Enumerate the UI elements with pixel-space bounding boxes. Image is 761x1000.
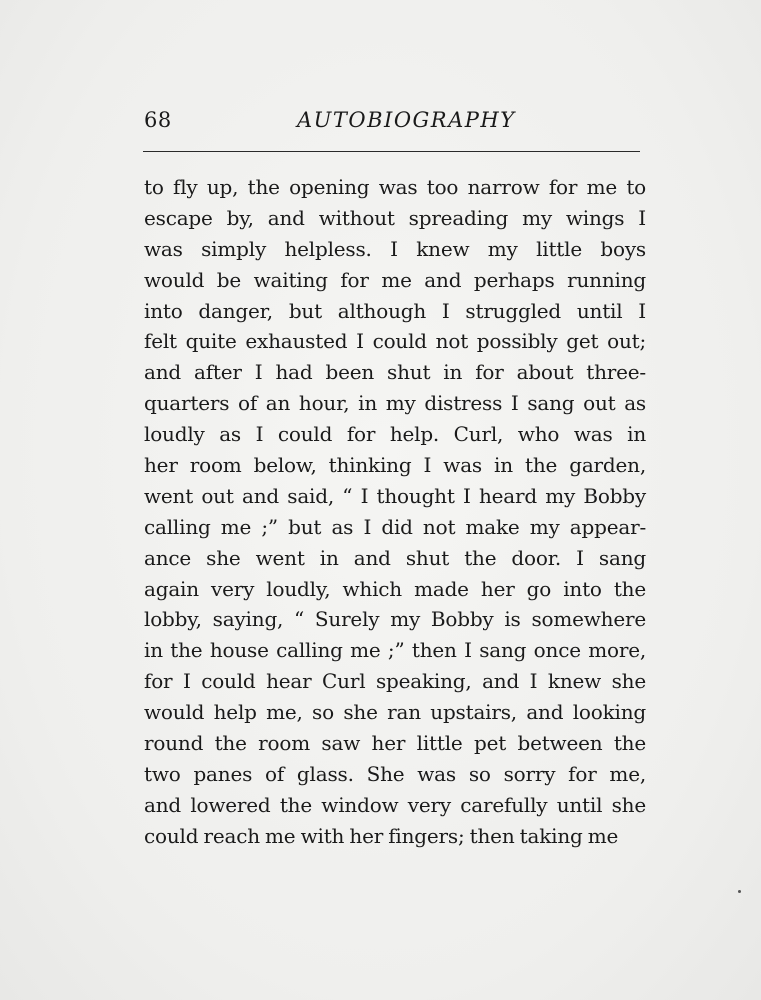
text-line: escape by, and without spreading my wings I <box>144 205 646 230</box>
text-line: was simply helpless. I knew my little boys <box>144 236 646 261</box>
text-line: would help me, so she ran upstairs, and looking <box>144 700 646 725</box>
running-head: AUTOBIOGRAPHY <box>297 108 516 132</box>
text-line: could reach me with her fingers; then taking me <box>144 823 619 848</box>
text-line: and after I had been shut in for about three- <box>144 360 646 385</box>
header-rule <box>143 151 640 152</box>
page-number: 68 <box>144 108 172 132</box>
text-line: ance she went in and shut the door. I sang <box>144 545 646 570</box>
text-line: in the house calling me ;” then I sang once more, <box>144 638 646 663</box>
text-line: again very loudly, which made her go into the <box>144 576 646 601</box>
text-line: felt quite exhausted I could not possibly get out; <box>144 329 646 354</box>
body-text <box>144 172 646 852</box>
text-line: her room below, thinking I was in the garden, <box>144 453 646 478</box>
text-line: lobby, saying, “ Surely my Bobby is somewhere <box>144 607 646 632</box>
text-line: went out and said, “ I thought I heard my Bobby <box>144 483 646 508</box>
text-line: for I could hear Curl speaking, and I knew she <box>144 669 646 694</box>
text-line: into danger, but although I struggled until I <box>144 298 646 323</box>
text-line: calling me ;” but as I did not make my appear- <box>144 514 646 539</box>
text-line: two panes of glass. She was so sorry for me, <box>144 761 646 786</box>
text-line: and lowered the window very carefully until she <box>144 792 646 817</box>
text-line: round the room saw her little pet between the <box>144 731 646 756</box>
page-header <box>143 108 641 142</box>
paper-speck <box>738 890 741 893</box>
text-line: loudly as I could for help. Curl, who was in <box>144 422 646 447</box>
text-line: would be waiting for me and perhaps running <box>144 267 646 292</box>
text-line: quarters of an hour, in my distress I sang out as <box>144 391 646 416</box>
text-line: to fly up, the opening was too narrow for me to <box>144 175 646 199</box>
